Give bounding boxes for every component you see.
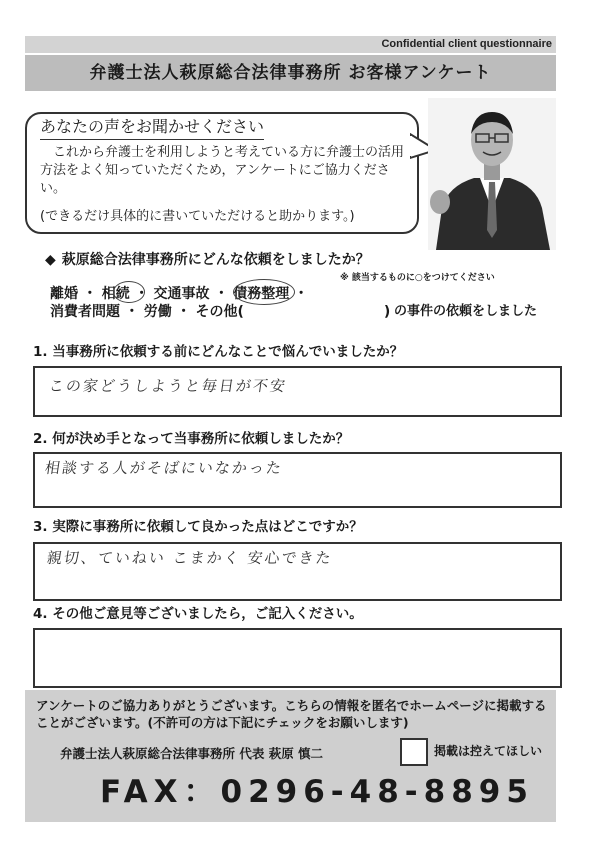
answer-box-2[interactable] <box>33 452 562 508</box>
no-publish-label: 掲載は控えてほしい <box>434 744 543 758</box>
office-signature: 弁護士法人萩原総合法律事務所 代表 萩原 慎二 <box>60 746 324 761</box>
selection-circle-debt <box>233 279 295 305</box>
answer-box-4[interactable] <box>33 628 562 688</box>
question-4-label: 4. その他ご意見等ございましたら，ご記入ください。 <box>33 606 363 622</box>
question-3-label: 3. 実際に事務所に依頼して良かった点はどこですか？ <box>33 519 363 535</box>
instruction-note: ※ 該当するものに○をつけてください <box>340 273 495 283</box>
question-2-label: 2. 何が決め手となって当事務所に依頼しましたか？ <box>33 431 350 447</box>
questionnaire-subtitle: Confidential client questionnaire <box>381 38 552 50</box>
answer-1-text: この家どうしようと毎日が不安 <box>47 377 289 395</box>
no-publish-checkbox[interactable] <box>400 738 428 766</box>
top-band <box>25 36 556 53</box>
bubble-note: (できるだけ具体的に書いていただけると助かります。) <box>40 209 355 224</box>
page-title: 弁護士法人萩原総合法律事務所 お客様アンケート <box>25 55 556 91</box>
categories-suffix: の事件の依頼をしました <box>394 304 538 319</box>
bubble-body: これから弁護士を利用しようと考えている方に弁護士の活用方法をよく知っていただくため，アンケートにご協力ください。 <box>40 145 405 196</box>
lawyer-photo <box>428 98 556 250</box>
answer-box-3[interactable] <box>33 542 562 601</box>
question-request-type <box>45 250 370 270</box>
categories-line-1: 離婚 ・ 相続 ・ 交通事故 ・ 債務整理 ・ <box>50 286 309 302</box>
answer-box-1[interactable] <box>33 366 562 417</box>
answer-2-text: 相談する人がそばにいなかった <box>43 459 285 477</box>
answer-3-text: 親切、ていねい こまかく 安心できた <box>45 549 334 567</box>
selection-circle-inheritance <box>113 281 145 303</box>
question-request-type-text: 萩原総合法律事務所にどんな依頼をしましたか？ <box>61 252 370 268</box>
fax-number: FAX：0296-48-8895 <box>100 774 534 810</box>
diamond-icon: ◆ <box>45 252 56 268</box>
bubble-heading: あなたの声をお聞かせください <box>40 116 264 140</box>
footer-notice: アンケートのご協力ありがとうございます。こちらの情報を匿名でホームページに掲載することがございます。(不許可の方は下記にチェックをお願いします) <box>36 698 547 730</box>
categories-line-2: 消費者問題 ・ 労働 ・ その他( ) <box>50 304 391 320</box>
question-1-label: 1. 当事務所に依頼する前にどんなことで悩んでいましたか？ <box>33 344 404 360</box>
